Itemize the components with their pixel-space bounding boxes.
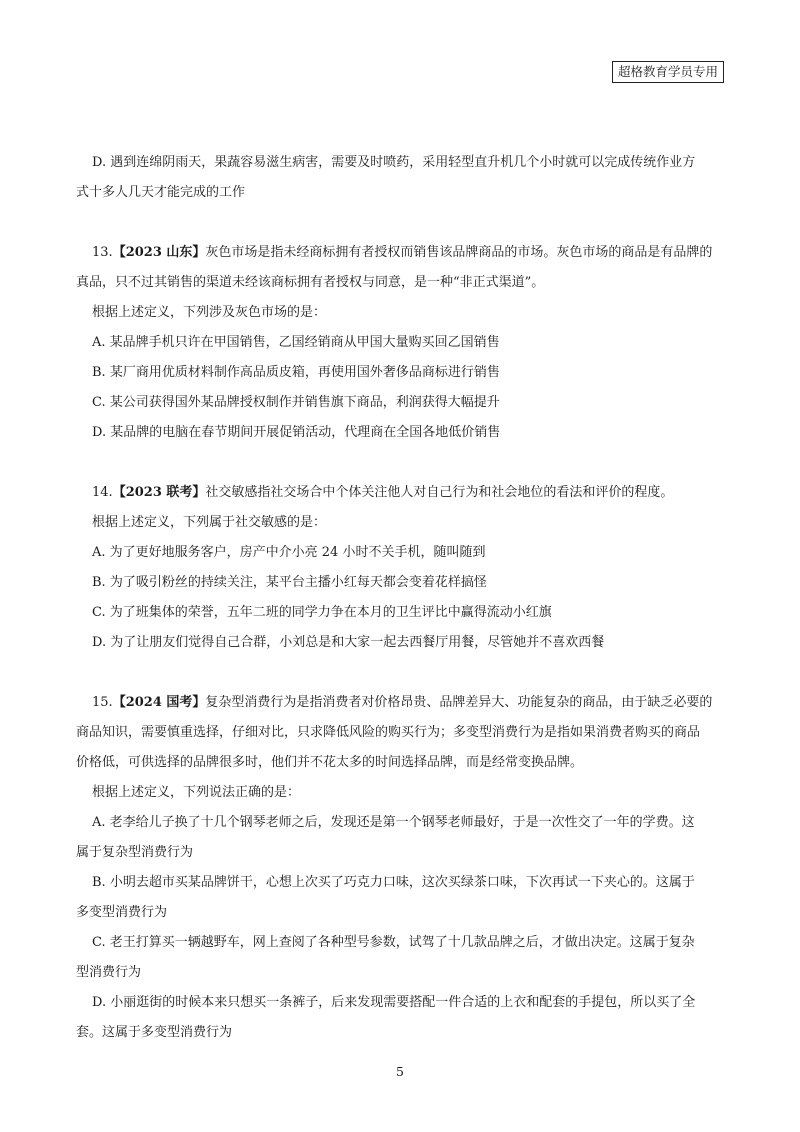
question-number: 13.	[92, 245, 113, 260]
option-b-line1: B. 小明去超市买某品牌饼干，心想上次买了巧克力口味，这次买绿茶口味，下次再试一下夹心的。这属于	[92, 875, 695, 890]
prev-option-d-line2: 式十多人几天才能完成的工作	[76, 185, 246, 200]
question-14	[76, 478, 724, 658]
question-13	[76, 238, 724, 448]
question-stem	[76, 238, 724, 268]
option-b: B. 某厂商用优质材料制作高品质皮箱，再使用国外奢侈品商标进行销售	[92, 365, 500, 380]
question-source: 【2024 国考】	[112, 695, 206, 710]
stem-continuation: 价格低，可供选择的品牌很多时，他们并不花太多的时间选择品牌，而是经常变换品牌。	[76, 755, 584, 770]
page-content	[76, 148, 724, 1048]
option-d-line1: D. 小丽逛街的时候本来只想买一条裤子，后来发现需要搭配一件合适的上衣和配套的手提包，所以买了全	[92, 995, 696, 1010]
stem-text: 复杂型消费行为是指消费者对价格昂贵、品牌差异大、功能复杂的商品，由于缺乏必要的	[205, 695, 713, 710]
option-c: C. 某公司获得国外某品牌授权制作并销售旗下商品，利润获得大幅提升	[92, 395, 500, 410]
option-a: A. 某品牌手机只许在甲国销售，乙国经销商从甲国大量购买回乙国销售	[92, 335, 500, 350]
question-prompt: 根据上述定义，下列说法正确的是：	[92, 785, 301, 800]
option-d: D. 某品牌的电脑在春节期间开展促销活动，代理商在全国各地低价销售	[92, 425, 501, 440]
page-number: 5	[396, 1064, 404, 1079]
question-number: 14.	[92, 485, 113, 500]
option-c-line1: C. 老王打算买一辆越野车，网上查阅了各种型号参数，试驾了十几款品牌之后，才做出决定。这属于复杂	[92, 935, 695, 950]
question-15	[76, 688, 724, 1048]
option-c-line2: 型消费行为	[76, 965, 142, 980]
option-d: D. 为了让朋友们觉得自己合群，小刘总是和大家一起去西餐厅用餐，尽管她并不喜欢西餐	[92, 635, 605, 650]
option-b: B. 为了吸引粉丝的持续关注，某平台主播小红每天都会变着花样搞怪	[92, 575, 487, 590]
stem-continuation: 真品，只不过其销售的渠道未经该商标拥有者授权与同意，是一种“非正式渠道”。	[76, 275, 545, 290]
question-stem	[76, 478, 724, 508]
option-d-line2: 套。这属于多变型消费行为	[76, 1025, 233, 1040]
question-stem	[76, 688, 724, 718]
question-prompt: 根据上述定义，下列涉及灰色市场的是：	[92, 305, 327, 320]
option-a-line2: 属于复杂型消费行为	[76, 845, 194, 860]
header-badge: 超格教育学员专用	[612, 61, 724, 83]
question-prompt: 根据上述定义，下列属于社交敏感的是：	[92, 515, 327, 530]
prev-option-d-line1: D. 遇到连绵阴雨天，果蔬容易滋生病害，需要及时喷药，采用轻型直升机几个小时就可以完成传统作业方	[92, 155, 696, 170]
question-number: 15.	[92, 695, 113, 710]
question-source: 【2023 联考】	[112, 485, 206, 500]
option-a: A. 为了更好地服务客户，房产中介小亮 24 小时不关手机，随叫随到	[92, 545, 486, 560]
option-c: C. 为了班集体的荣誉，五年二班的同学力争在本月的卫生评比中赢得流动小红旗	[92, 605, 552, 620]
stem-text: 灰色市场是指未经商标拥有者授权而销售该品牌商品的市场。灰色市场的商品是有品牌的	[205, 245, 713, 260]
stem-text: 社交敏感指社交场合中个体关注他人对自己行为和社会地位的看法和评价的程度。	[205, 485, 674, 500]
option-a-line1: A. 老李给儿子换了十几个钢琴老师之后，发现还是第一个钢琴老师最好，于是一次性交了一年的学费。这	[92, 815, 695, 830]
question-source: 【2023 山东】	[112, 245, 206, 260]
option-b-line2: 多变型消费行为	[76, 905, 168, 920]
stem-continuation: 商品知识，需要慎重选择，仔细对比，只求降低风险的购买行为；多变型消费行为是指如果消费者购买的商品	[76, 725, 701, 740]
